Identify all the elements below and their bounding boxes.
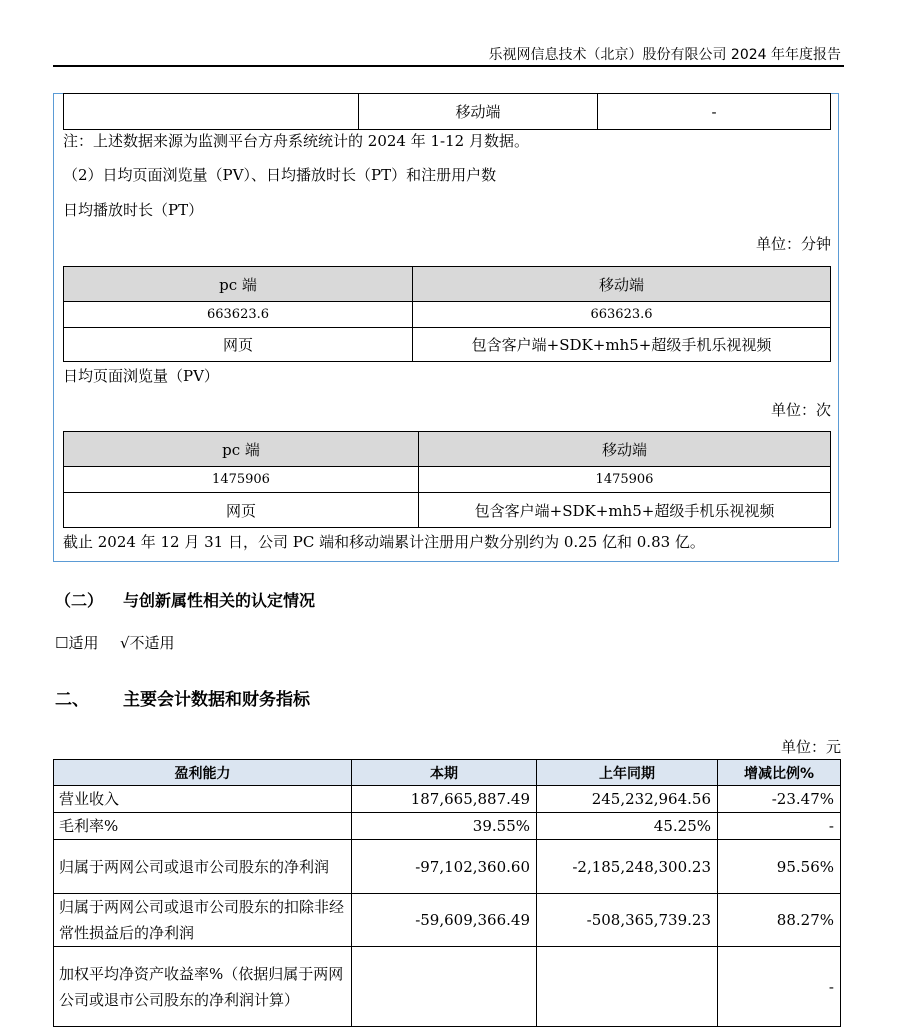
row-prior: 45.25%	[537, 813, 718, 840]
main-section-number: 二、	[55, 690, 89, 710]
fin-header-current: 本期	[352, 760, 537, 786]
top-row-label: 移动端	[359, 94, 598, 130]
row-current	[352, 947, 537, 1027]
fin-header-row	[54, 760, 841, 786]
pv-table	[63, 431, 831, 528]
section-2-number: （二）	[55, 591, 104, 610]
pv-value-mobile: 1475906	[419, 467, 831, 493]
row-current: -97,102,360.60	[352, 840, 537, 894]
row-change: -	[718, 813, 841, 840]
section-2-title: 与创新属性相关的认定情况	[123, 591, 316, 610]
main-section-title: 主要会计数据和财务指标	[123, 690, 310, 710]
table-row	[54, 947, 841, 1027]
fin-header-profitability: 盈利能力	[54, 760, 352, 786]
fin-unit: 单位：元	[780, 738, 841, 756]
table-row	[54, 840, 841, 894]
row-label: 毛利率%	[54, 813, 352, 840]
row-current: 187,665,887.49	[352, 786, 537, 813]
pt-header-pc: pc 端	[64, 267, 413, 302]
table-row	[54, 813, 841, 840]
row-prior: 245,232,964.56	[537, 786, 718, 813]
top-row-value: -	[598, 94, 831, 130]
pt-value-pc: 663623.6	[64, 302, 413, 328]
pv-unit: 单位：次	[770, 401, 831, 419]
pv-title: 日均页面浏览量（PV）	[63, 367, 219, 385]
not-applicable-option: √不适用	[120, 634, 175, 652]
row-prior: -2,185,248,300.23	[537, 840, 718, 894]
pt-desc-pc: 网页	[64, 328, 413, 362]
row-prior: -508,365,739.23	[537, 894, 718, 947]
pt-value-mobile: 663623.6	[413, 302, 831, 328]
row-prior	[537, 947, 718, 1027]
row-label: 营业收入	[54, 786, 352, 813]
pt-desc-mobile: 包含客户端+SDK+mh5+超级手机乐视视频	[413, 328, 831, 362]
pv-desc-mobile: 包含客户端+SDK+mh5+超级手机乐视视频	[419, 493, 831, 528]
pv-header-pc: pc 端	[64, 432, 419, 467]
pv-desc-pc: 网页	[64, 493, 419, 528]
pv-header-mobile: 移动端	[419, 432, 831, 467]
row-change: -	[718, 947, 841, 1027]
header-divider	[53, 65, 844, 67]
fin-header-prior: 上年同期	[537, 760, 718, 786]
row-label: 归属于两网公司或退市公司股东的净利润	[54, 840, 352, 894]
pt-header-mobile: 移动端	[413, 267, 831, 302]
pt-unit: 单位：分钟	[755, 235, 831, 253]
report-header-title: 乐视网信息技术（北京）股份有限公司 2024 年年度报告	[488, 47, 841, 63]
registered-users-text: 截止 2024 年 12 月 31 日，公司 PC 端和移动端累计注册用户数分别约为 0.25 亿和 0.83 亿。	[63, 533, 705, 551]
pt-table	[63, 266, 831, 362]
pv-value-pc: 1475906	[64, 467, 419, 493]
pt-title: 日均播放时长（PT）	[63, 201, 204, 219]
top-partial-table	[63, 93, 831, 130]
table-row	[54, 894, 841, 947]
row-current: -59,609,366.49	[352, 894, 537, 947]
row-label: 加权平均净资产收益率%（依据归属于两网公司或退市公司股东的净利润计算）	[54, 947, 352, 1027]
table-row	[54, 786, 841, 813]
top-row-empty-cell	[64, 94, 359, 130]
row-current: 39.55%	[352, 813, 537, 840]
row-label: 归属于两网公司或退市公司股东的扣除非经常性损益后的净利润	[54, 894, 352, 947]
row-change: 88.27%	[718, 894, 841, 947]
row-change: 95.56%	[718, 840, 841, 894]
data-source-note: 注：上述数据来源为监测平台方舟系统统计的 2024 年 1-12 月数据。	[63, 132, 529, 150]
row-change: -23.47%	[718, 786, 841, 813]
financial-indicators-table	[53, 759, 841, 1027]
applicable-option: ☐适用	[55, 634, 99, 652]
fin-header-change: 增减比例%	[718, 760, 841, 786]
metrics-subheading: （2）日均页面浏览量（PV）、日均播放时长（PT）和注册用户数	[63, 166, 497, 184]
